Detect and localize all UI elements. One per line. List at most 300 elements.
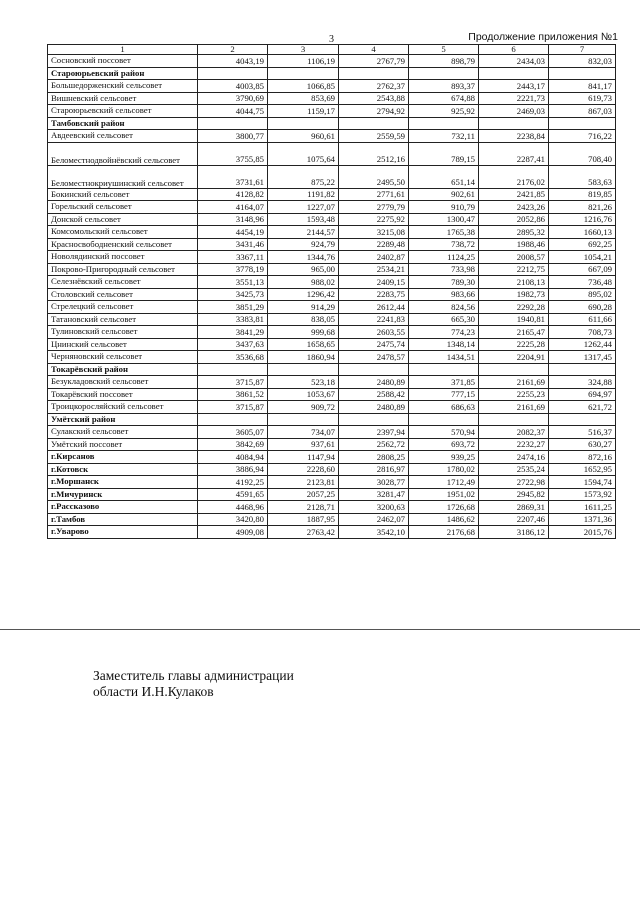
row-name: г.Рассказово [48,501,198,514]
value-cell: 2232,27 [479,438,549,451]
value-cell: 939,25 [409,451,479,464]
value-cell: 4591,65 [198,488,268,501]
value-cell: 1780,02 [409,463,479,476]
value-cell: 2512,16 [339,142,409,165]
region-row [48,67,616,80]
value-cell: 621,72 [549,401,616,414]
value-cell [268,117,339,130]
value-cell: 1726,68 [409,501,479,514]
row-name: Тулиновский сельсовет [48,326,198,339]
value-cell: 1951,02 [409,488,479,501]
value-cell: 914,29 [268,301,339,314]
value-cell: 2225,28 [479,338,549,351]
signature-block [93,668,294,700]
value-cell: 1147,94 [268,451,339,464]
value-cell: 2228,60 [268,463,339,476]
value-cell: 4164,07 [198,201,268,214]
table-row [48,338,616,351]
value-cell: 2287,41 [479,142,549,165]
value-cell: 824,56 [409,301,479,314]
value-cell: 3186,12 [479,526,549,539]
row-name: г.Уварово [48,526,198,539]
value-cell [479,117,549,130]
value-cell: 4468,96 [198,501,268,514]
value-cell: 2771,61 [339,188,409,201]
value-cell: 1434,51 [409,351,479,364]
value-cell: 2402,87 [339,251,409,264]
table-row [48,55,616,68]
table-body [48,55,616,539]
value-cell: 690,28 [549,301,616,314]
row-name: Тамбовский район [48,117,198,130]
value-cell: 2478,57 [339,351,409,364]
value-cell [198,363,268,376]
value-cell: 1660,13 [549,226,616,239]
city-row [48,451,616,464]
table-row [48,401,616,414]
row-name: Татановский сельсовет [48,313,198,326]
value-cell: 895,02 [549,288,616,301]
table-row [48,276,616,289]
value-cell: 611,66 [549,313,616,326]
value-cell: 2108,13 [479,276,549,289]
value-cell: 2480,89 [339,376,409,389]
value-cell [549,413,616,426]
value-cell [268,67,339,80]
value-cell: 3731,61 [198,165,268,188]
row-name: Столовский сельсовет [48,288,198,301]
table-row [48,226,616,239]
row-name: Бокинский сельсовет [48,188,198,201]
value-cell: 693,72 [409,438,479,451]
region-row [48,413,616,426]
value-cell: 2462,07 [339,513,409,526]
row-name: Донской сельсовет [48,213,198,226]
value-cell: 841,17 [549,80,616,93]
value-cell: 1191,82 [268,188,339,201]
value-cell: 3200,63 [339,501,409,514]
value-cell: 1216,76 [549,213,616,226]
value-cell: 988,02 [268,276,339,289]
row-name: г.Кирсанов [48,451,198,464]
value-cell: 1124,25 [409,251,479,264]
value-cell: 838,05 [268,313,339,326]
value-cell: 2123,81 [268,476,339,489]
value-cell: 4909,08 [198,526,268,539]
value-cell: 1317,45 [549,351,616,364]
value-cell: 4454,19 [198,226,268,239]
table-row [48,263,616,276]
value-cell: 4192,25 [198,476,268,489]
value-cell: 2238,84 [479,130,549,143]
value-cell: 2480,89 [339,401,409,414]
value-cell: 2434,03 [479,55,549,68]
city-row [48,526,616,539]
value-cell: 3842,69 [198,438,268,451]
value-cell: 651,14 [409,165,479,188]
value-cell: 3886,94 [198,463,268,476]
table-row [48,301,616,314]
table-row [48,438,616,451]
table-row [48,130,616,143]
row-name: Умётский район [48,413,198,426]
value-cell: 523,18 [268,376,339,389]
value-cell: 3605,07 [198,426,268,439]
table-row [48,188,616,201]
value-cell: 2292,28 [479,301,549,314]
value-cell: 2161,69 [479,376,549,389]
value-cell [339,413,409,426]
value-cell: 716,22 [549,130,616,143]
row-name: Беломестнодвойнёвский сельсовет [48,142,198,165]
value-cell: 2543,88 [339,92,409,105]
value-cell: 3281,47 [339,488,409,501]
value-cell: 2612,44 [339,301,409,314]
divider-line [0,629,640,630]
value-cell: 2562,72 [339,438,409,451]
column-header: 5 [409,45,479,55]
value-cell: 4128,82 [198,188,268,201]
row-name: Новолядинский поссовет [48,251,198,264]
table-row [48,105,616,118]
value-cell: 2443,17 [479,80,549,93]
value-cell: 2816,97 [339,463,409,476]
table-row [48,288,616,301]
value-cell: 2474,16 [479,451,549,464]
value-cell: 872,16 [549,451,616,464]
value-cell: 3551,13 [198,276,268,289]
value-cell [339,67,409,80]
value-cell: 2052,86 [479,213,549,226]
value-cell: 3542,10 [339,526,409,539]
value-cell: 875,22 [268,165,339,188]
table-row [48,426,616,439]
value-cell: 4043,19 [198,55,268,68]
value-cell [549,67,616,80]
value-cell: 924,79 [268,238,339,251]
row-name: г.Мичуринск [48,488,198,501]
value-cell: 736,48 [549,276,616,289]
value-cell: 4084,94 [198,451,268,464]
column-header: 6 [479,45,549,55]
value-cell: 2207,46 [479,513,549,526]
value-cell [409,363,479,376]
value-cell: 898,79 [409,55,479,68]
value-cell: 1611,25 [549,501,616,514]
table-row [48,238,616,251]
value-cell: 1344,76 [268,251,339,264]
table-row [48,213,616,226]
appendix-table [47,44,616,539]
value-cell: 2421,85 [479,188,549,201]
value-cell: 738,72 [409,238,479,251]
value-cell: 708,73 [549,326,616,339]
value-cell: 2762,37 [339,80,409,93]
value-cell [339,117,409,130]
value-cell: 2176,68 [409,526,479,539]
value-cell: 2495,50 [339,165,409,188]
value-cell: 2869,31 [479,501,549,514]
column-header: 3 [268,45,339,55]
table-row [48,313,616,326]
value-cell: 694,97 [549,388,616,401]
value-cell: 1573,92 [549,488,616,501]
value-cell: 2469,03 [479,105,549,118]
value-cell: 665,30 [409,313,479,326]
value-cell [268,363,339,376]
value-cell: 2767,79 [339,55,409,68]
row-name: Покрово-Пригородный сельсовет [48,263,198,276]
value-cell: 2144,57 [268,226,339,239]
value-cell: 3841,29 [198,326,268,339]
column-header: 1 [48,45,198,55]
row-name: Комсомольский сельсовет [48,226,198,239]
value-cell: 2534,21 [339,263,409,276]
row-name: г.Моршанск [48,476,198,489]
value-cell: 3861,52 [198,388,268,401]
row-name: г.Котовск [48,463,198,476]
value-cell: 1988,46 [479,238,549,251]
value-cell: 3028,77 [339,476,409,489]
table-row [48,326,616,339]
value-cell [479,413,549,426]
value-cell: 1159,17 [268,105,339,118]
value-cell [409,117,479,130]
value-cell: 324,88 [549,376,616,389]
value-cell: 774,23 [409,326,479,339]
page-number: 3 [329,34,334,45]
value-cell [549,363,616,376]
value-cell: 1982,73 [479,288,549,301]
value-cell: 2289,48 [339,238,409,251]
value-cell: 2808,25 [339,451,409,464]
value-cell: 1296,42 [268,288,339,301]
value-cell: 516,37 [549,426,616,439]
value-cell: 1371,36 [549,513,616,526]
value-cell: 937,61 [268,438,339,451]
value-cell: 734,07 [268,426,339,439]
value-cell: 2275,92 [339,213,409,226]
value-cell: 3715,87 [198,401,268,414]
value-cell: 909,72 [268,401,339,414]
table-row [48,351,616,364]
value-cell [339,363,409,376]
city-row [48,488,616,501]
value-cell: 4003,85 [198,80,268,93]
value-cell [479,363,549,376]
header-row [48,45,616,55]
value-cell: 1658,65 [268,338,339,351]
row-name: Сосновский поссовет [48,55,198,68]
value-cell: 1940,81 [479,313,549,326]
value-cell: 789,30 [409,276,479,289]
value-cell: 2015,76 [549,526,616,539]
value-cell: 1075,64 [268,142,339,165]
row-name: г.Тамбов [48,513,198,526]
row-name: Стрелецкий сельсовет [48,301,198,314]
value-cell: 2779,79 [339,201,409,214]
value-cell: 983,66 [409,288,479,301]
value-cell: 1594,74 [549,476,616,489]
value-cell: 1887,95 [268,513,339,526]
value-cell: 960,61 [268,130,339,143]
value-cell: 2221,73 [479,92,549,105]
value-cell: 2255,23 [479,388,549,401]
city-row [48,513,616,526]
value-cell: 1712,49 [409,476,479,489]
row-name: Токарёвский район [48,363,198,376]
region-row [48,117,616,130]
value-cell [409,67,479,80]
value-cell: 2409,15 [339,276,409,289]
value-cell: 3536,68 [198,351,268,364]
region-row [48,363,616,376]
row-name: Староюрьевский сельсовет [48,105,198,118]
value-cell: 3367,11 [198,251,268,264]
value-cell: 1053,67 [268,388,339,401]
value-cell: 4044,75 [198,105,268,118]
value-cell: 619,73 [549,92,616,105]
value-cell: 1300,47 [409,213,479,226]
value-cell: 819,85 [549,188,616,201]
value-cell: 3383,81 [198,313,268,326]
value-cell: 2895,32 [479,226,549,239]
value-cell: 1262,44 [549,338,616,351]
value-cell: 733,98 [409,263,479,276]
value-cell: 1765,38 [409,226,479,239]
value-cell [549,117,616,130]
value-cell: 910,79 [409,201,479,214]
value-cell [479,67,549,80]
value-cell: 832,03 [549,55,616,68]
value-cell: 777,15 [409,388,479,401]
value-cell: 2588,42 [339,388,409,401]
value-cell: 2423,26 [479,201,549,214]
value-cell: 3778,19 [198,263,268,276]
column-header: 2 [198,45,268,55]
continuation-heading: Продолжение приложения №1 [468,31,618,43]
value-cell: 2161,69 [479,401,549,414]
value-cell: 821,26 [549,201,616,214]
value-cell: 2082,37 [479,426,549,439]
value-cell: 686,63 [409,401,479,414]
row-name: Безукладовский сельсовет [48,376,198,389]
value-cell: 1106,19 [268,55,339,68]
value-cell: 674,88 [409,92,479,105]
row-name: Горельский сельсовет [48,201,198,214]
row-name: Троицкоросляйский сельсовет [48,401,198,414]
value-cell: 789,15 [409,142,479,165]
value-cell: 2241,83 [339,313,409,326]
signature-name: области И.Н.Кулаков [93,684,214,699]
value-cell: 2945,82 [479,488,549,501]
value-cell: 667,09 [549,263,616,276]
value-cell [198,117,268,130]
value-cell: 3420,80 [198,513,268,526]
value-cell: 965,00 [268,263,339,276]
column-header: 7 [549,45,616,55]
value-cell: 867,03 [549,105,616,118]
value-cell: 3715,87 [198,376,268,389]
value-cell: 893,37 [409,80,479,93]
value-cell: 1227,07 [268,201,339,214]
row-name: Цнинский сельсовет [48,338,198,351]
value-cell: 570,94 [409,426,479,439]
value-cell: 999,68 [268,326,339,339]
city-row [48,476,616,489]
value-cell: 925,92 [409,105,479,118]
value-cell: 371,85 [409,376,479,389]
row-name: Беломестнокриушинский сельсовет [48,165,198,188]
value-cell: 583,63 [549,165,616,188]
value-cell: 2283,75 [339,288,409,301]
value-cell [268,413,339,426]
row-name: Селезнёвский сельсовет [48,276,198,289]
value-cell: 2535,24 [479,463,549,476]
value-cell: 630,27 [549,438,616,451]
value-cell [409,413,479,426]
table-row [48,388,616,401]
value-cell: 1054,21 [549,251,616,264]
value-cell: 2722,98 [479,476,549,489]
value-cell: 2603,55 [339,326,409,339]
table-row [48,251,616,264]
value-cell: 2794,92 [339,105,409,118]
value-cell: 3215,08 [339,226,409,239]
row-name: Красносвободненский сельсовет [48,238,198,251]
table-row [48,142,616,165]
signature-title: Заместитель главы администрации [93,668,294,683]
value-cell: 2057,25 [268,488,339,501]
value-cell: 3148,96 [198,213,268,226]
row-name: Черняновский сельсовет [48,351,198,364]
row-name: Умётский поссовет [48,438,198,451]
value-cell: 2559,59 [339,130,409,143]
row-name: Вишневский сельсовет [48,92,198,105]
city-row [48,463,616,476]
row-name: Большедорженский сельсовет [48,80,198,93]
value-cell: 3851,29 [198,301,268,314]
value-cell: 3755,85 [198,142,268,165]
value-cell: 1348,14 [409,338,479,351]
value-cell: 708,40 [549,142,616,165]
value-cell [198,413,268,426]
value-cell: 2397,94 [339,426,409,439]
value-cell: 3800,77 [198,130,268,143]
value-cell: 2165,47 [479,326,549,339]
value-cell: 902,61 [409,188,479,201]
value-cell: 1652,95 [549,463,616,476]
value-cell: 732,11 [409,130,479,143]
row-name: Староюрьевский район [48,67,198,80]
row-name: Токарёвский поссовет [48,388,198,401]
table-row [48,165,616,188]
value-cell: 2008,57 [479,251,549,264]
value-cell: 853,69 [268,92,339,105]
value-cell [198,67,268,80]
value-cell: 3790,69 [198,92,268,105]
value-cell: 3431,46 [198,238,268,251]
value-cell: 1593,48 [268,213,339,226]
value-cell: 2763,42 [268,526,339,539]
column-header: 4 [339,45,409,55]
table-row [48,80,616,93]
row-name: Авдеевский сельсовет [48,130,198,143]
value-cell: 2475,74 [339,338,409,351]
value-cell: 1066,85 [268,80,339,93]
value-cell: 1860,94 [268,351,339,364]
row-name: Сулакский сельсовет [48,426,198,439]
